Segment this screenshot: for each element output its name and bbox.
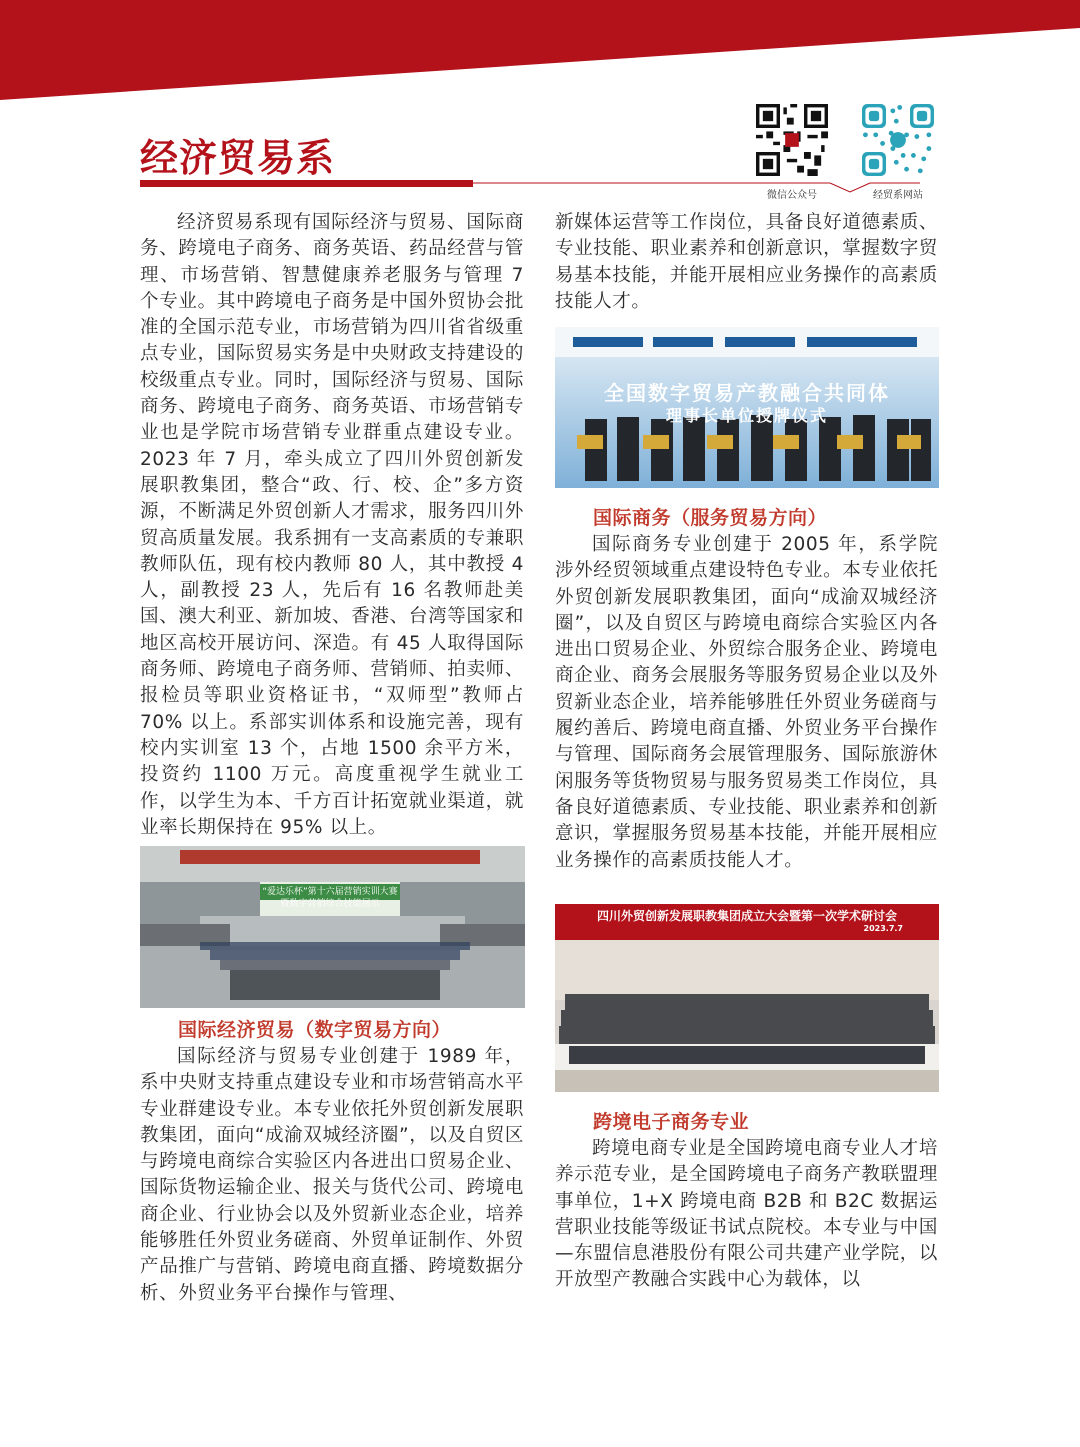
international-business-paragraph: 国际商务专业创建于 2005 年，系学院涉外经贸领域重点建设特色专业。本专业依托外贸创新发展职教集团，面向“成渝双城经济圈”，以及自贸区与跨境电商综合实验区内各进出口贸易企业、外贸综合服务企业、跨境电商企业、商务会展服务等服务贸易企业以及外贸新业态企业，培养能够胜任外贸业务磋商与履约善后、跨境电商直播、外贸业务平台操作与管理、国际商务会展管理服务、国际旅游休闲服务等货物贸易与服务贸易类工作岗位，具备良好道德素质、专业技能、职业素养和创新意识，掌握服务贸易基本技能，并能开展相应业务操作的高素质技能人才。 xyxy=(555,534,938,871)
intro-paragraph: 经济贸易系现有国际经济与贸易、国际商务、跨境电子商务、商务英语、药品经营与管理、市场营销、智慧健康养老服务与管理 7 个专业。其中跨境电子商务是中国外贸协会批准的全国示范专业，市场营销为四川省省级重点专业，国际贸易实务是中央财政支持建设的校级重点专业。同时，国际经济与贸易、国际商务、跨境电子商务、商务英语、市场营销专业也是学院市场营销专业群重点建设专业。2023 年 7 月，牵头成立了四川外贸创新发展职教集团，整合“政、行、校、企”多方资源，不断满足外贸创新人才需求，服务四川外贸高质量发展。我系拥有一支高素质的专兼职教师队伍，现有校内教师 80 人，其中教授 4 人，副教授 23 人，先后有 16 名教师赴美国、澳大利亚、新加坡、香港、台湾等国家和地区高校开展访问、深造。有 45 人取得国际商务师、跨境电子商务师、营销师、拍卖师、报检员等职业资格证书，“双师型”教师占 70% 以上。系部实训体系和设施完善，现有校内实训室 13 个，占地 1500 余平方米，投资约 1100 万元。高度重视学生就业工作，以学生为本、千方百计拓宽就业渠道，就业率长期保持在 95% 以上。 xyxy=(140,212,524,838)
alliance-photo-banner: 全国数字贸易产教融合共同体 xyxy=(604,381,890,405)
alliance-photo-banner-line2: 理事长单位授牌仪式 xyxy=(665,406,828,425)
alliance-ceremony-photo xyxy=(555,327,939,488)
founding-photo-banner xyxy=(555,904,939,938)
contest-group-photo xyxy=(140,846,525,1008)
continued-paragraph: 新媒体运营等工作岗位，具备良好道德素质、专业技能、职业素养和创新意识，掌握数字贸易基本技能，并能开展相应业务操作的高素质技能人才。 xyxy=(555,212,938,312)
contest-photo-banner: “爱达乐杯”第十六届营销实训大赛暨数字营销综合技能展示 xyxy=(260,884,400,900)
international-trade-paragraph: 国际经济与贸易专业创建于 1989 年，系中央财支持重点建设专业和市场营销高水平专业群建设专业。本专业依托外贸创新发展职教集团，面向“成渝双城经济圈”，以及自贸区与跨境电商综合实验区内各进出口贸易企业、国际货物运输企业、报关与货代公司、跨境电商企业、行业协会以及外贸新业态企业，培养能够胜任外贸业务磋商、外贸单证制作、外贸产品推广与营销、跨境电商直播、跨境数据分析、外贸业务平台操作与管理、 xyxy=(140,1046,524,1304)
header-banner xyxy=(0,0,1080,100)
section-title-cross-border-ecommerce: 跨境电子商务专业 xyxy=(593,1111,750,1133)
founding-photo-date: 2023.7.7 xyxy=(863,924,903,933)
wechat-qr-code xyxy=(756,104,828,176)
right-column-section2 xyxy=(555,1108,938,1294)
cross-border-ecommerce-paragraph: 跨境电商专业是全国跨境电商专业人才培养示范专业，是全国跨境电子商务产教联盟理事单位，1+X 跨境电商 B2B 和 B2C 数据运营职业技能等级证书试点院校。本专业与中国—东盟信息港股份有限公司共建产业学院，以开放型产教融合实践中心为载体，以 xyxy=(555,1138,938,1291)
group-founding-photo xyxy=(555,904,939,1092)
wechat-qr-label: 微信公众号 xyxy=(767,190,817,201)
right-column-continued xyxy=(555,210,938,315)
page-title: 经济贸易系 xyxy=(140,135,336,180)
left-column-section xyxy=(140,1016,524,1307)
left-column-intro xyxy=(140,210,524,841)
website-qr-code xyxy=(862,104,934,176)
website-qr-label: 经贸系网站 xyxy=(873,190,923,201)
section-title-international-trade: 国际经济贸易（数字贸易方向） xyxy=(178,1019,452,1041)
founding-photo-title: 四川外贸创新发展职教集团成立大会暨第一次学术研讨会 xyxy=(596,909,897,923)
right-column-section1 xyxy=(555,504,938,874)
section-title-international-business: 国际商务（服务贸易方向） xyxy=(593,507,828,529)
